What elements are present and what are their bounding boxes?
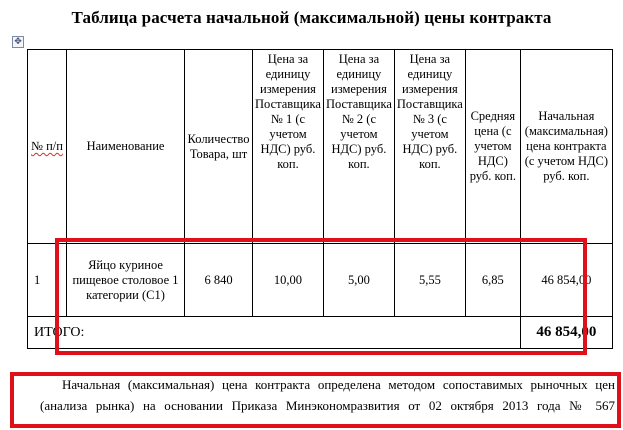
cell-average-price: 6,85 [465,244,520,317]
cell-initial-price: 46 854,00 [520,244,612,317]
cell-num: 1 [28,244,67,317]
header-average-price: Средняя цена (с учетом НДС) руб. коп. [465,50,520,244]
cell-price-supplier-2: 5,00 [323,244,394,317]
header-num: № п/п [28,50,67,244]
pricing-method-note: Начальная (максимальная) цена контракта определена методом сопоставимых рыночных цен (анализа рынка) на основании Приказа Минэкономразвития от 02 октября 2013 года № 567 [40,377,615,413]
total-value: 46 854,00 [520,317,612,349]
header-price-supplier-3: Цена за единицу измерения Поставщика № 3 (с учетом НДС) руб. коп. [394,50,465,244]
page-title: Таблица расчета начальной (максимальной) цены контракта [71,8,552,27]
cell-price-supplier-3: 5,55 [394,244,465,317]
row-highlight-box [55,238,587,355]
header-price-supplier-2: Цена за единицу измерения Поставщика № 2 (с учетом НДС) руб. коп. [323,50,394,244]
header-initial-price: Начальная (максимальная) цена контракта (с учетом НДС) руб. коп. [520,50,612,244]
total-label: ИТОГО: [28,317,521,349]
table-header-row [28,50,613,244]
cell-price-supplier-1: 10,00 [253,244,324,317]
cell-name: Яйцо куриное пищевое столовое 1 категории (С1) [67,244,185,317]
cell-qty: 6 840 [185,244,253,317]
header-price-supplier-1: Цена за единицу измерения Поставщика № 1 (с учетом НДС) руб. коп. [253,50,324,244]
table-move-handle-icon[interactable]: ✥ [12,36,24,48]
header-qty: Количество Товара, шт [185,50,253,244]
header-name: Наименование [67,50,185,244]
